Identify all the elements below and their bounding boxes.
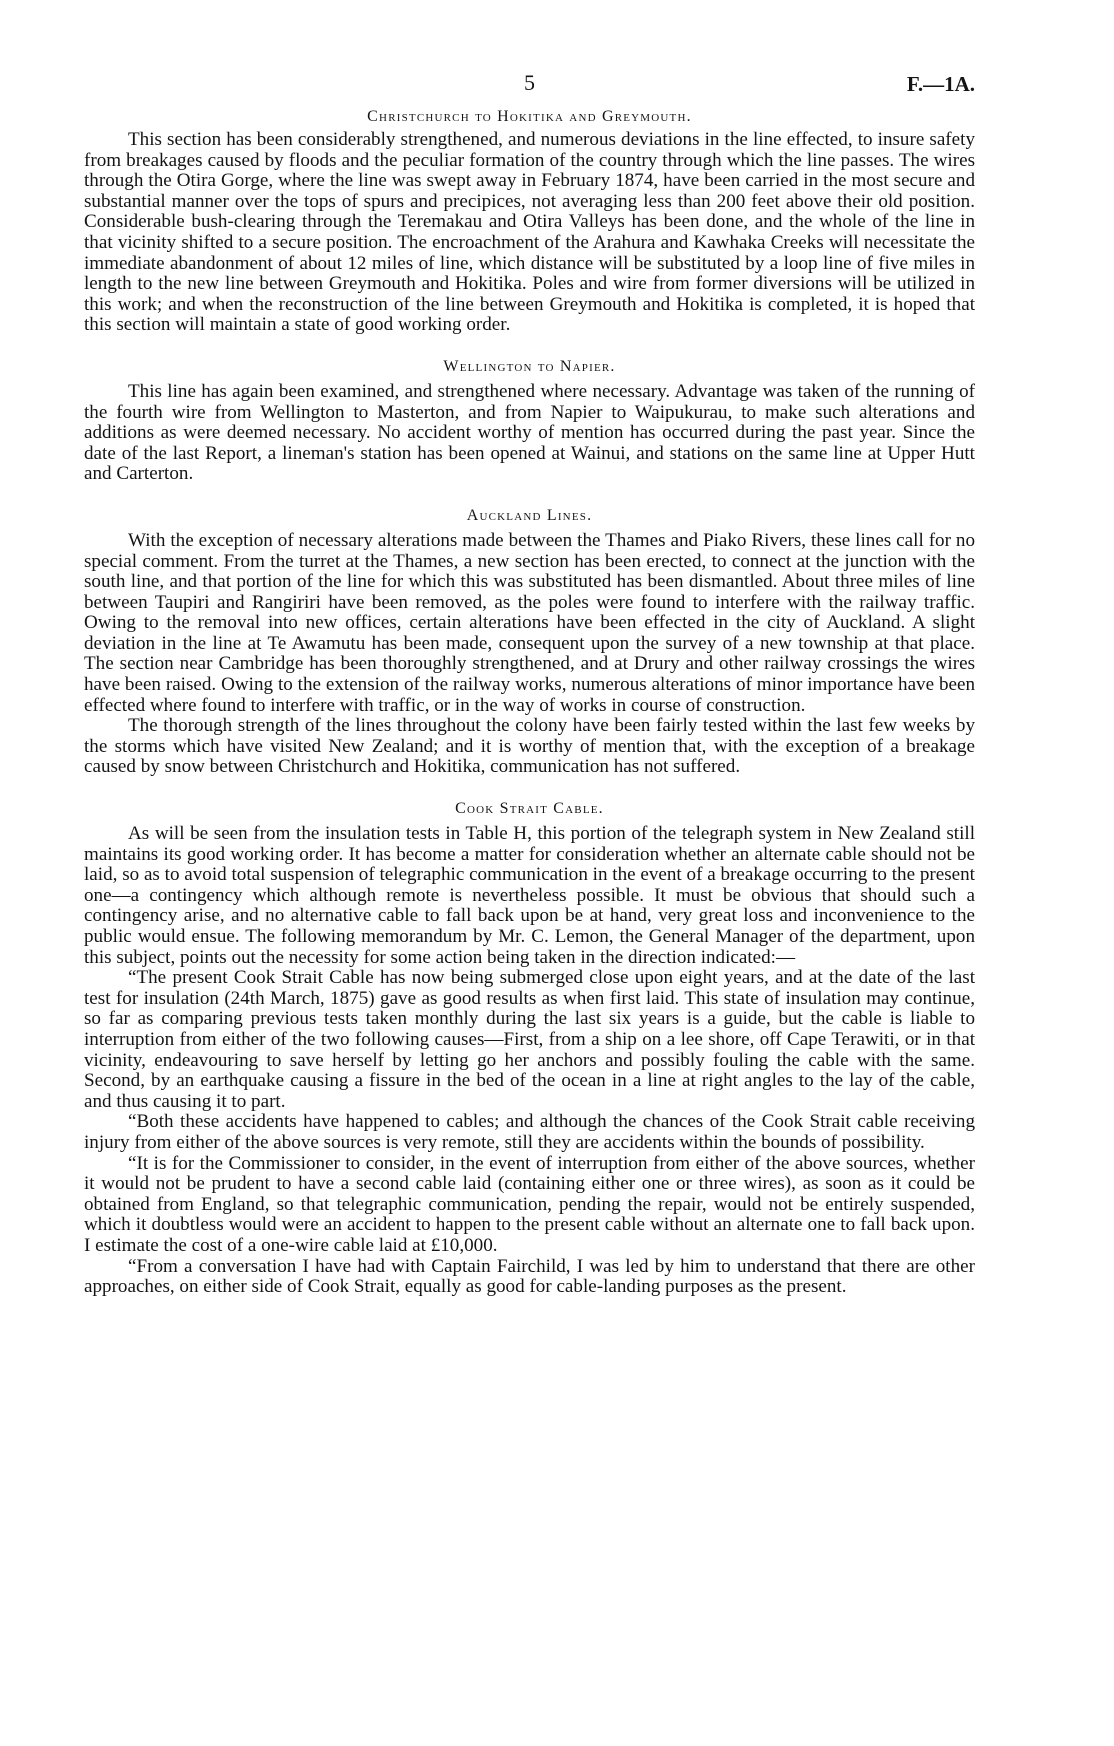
- quoted-paragraph: “It is for the Commissioner to consider, in the event of interruption from either of the above sources, whether it would not be prudent to have a second cable laid (containing either one or three wires), as soon as it could be obtained from England, so that telegraphic communication, pending the repair, would not be entirely suspended, which it doubtless would were an accident to happen to the present cable without an alternate one to fall back upon. I estimate the cost of a one-wire cable laid at £10,000.: [84, 1152, 975, 1256]
- paragraph: As will be seen from the insulation tests in Table H, this portion of the telegraph system in New Zealand still maintains its good working order. It has become a matter for consideration whether an alternate cable should not be laid, so as to avoid total suspension of telegraphic communication in the event of a breakage occurring to the present one—a contingency which although remote is nevertheless possible. It must be obvious that should such a contingency arise, and no alternative cable to fall back upon be at hand, very great loss and inconvenience to the public would ensue. The following memorandum by Mr. C. Lemon, the General Manager of the department, upon this subject, points out the necessity for some action being taken in the direction indicated:—: [84, 823, 975, 968]
- section-heading-christchurch-hokitika: Christchurch to Hokitika and Greymouth.: [367, 108, 692, 125]
- document-reference: F.—1A.: [906, 72, 975, 96]
- paragraph: This line has again been examined, and strengthened where necessary. Advantage was taken of the running of the fourth wire from Wellington to Masterton, and from Napier to Waipukurau, to make such alterations and additions as were deemed necessary. No accident worthy of mention has occurred during the past year. Since the date of the last Report, a lineman's station has been opened at Wainui, and stations on the same line at Upper Hutt and Carterton.: [84, 380, 975, 485]
- quoted-paragraph: “Both these accidents have happened to cables; and although the chances of the Cook Strait cable receiving injury from either of the above sources is very remote, still they are accidents within the bounds of possibility.: [84, 1111, 975, 1153]
- section-heading-cook-strait-cable: Cook Strait Cable.: [455, 800, 604, 818]
- page-header: [84, 70, 975, 100]
- paragraph: This section has been considerably strengthened, and numerous deviations in the line effected, to insure safety from breakages caused by floods and the peculiar formation of the country through which the line passes. The wires through the Otira Gorge, where the line was swept away in February 1874, have been carried in the most secure and substantial manner over the tops of spurs and precipices, not averaging less than 200 feet above their old position. Considerable bush-clearing through the Teremakau and Otira Valleys has been done, and the whole of the line in that vicinity shifted to a secure position. The encroachment of the Arahura and Kawhaka Creeks will necessitate the immediate abandonment of about 12 miles of line, which distance will be substituted by a loop line of five miles in length to the new line between Greymouth and Hokitika. Poles and wire from former diversions will be utilized in this work; and when the reconstruction of the line between Greymouth and Hokitika is completed, it is hoped that this section will maintain a state of good working order.: [84, 129, 975, 336]
- section-heading-wellington-napier: Wellington to Napier.: [443, 357, 616, 375]
- section-heading-auckland-lines: Auckland Lines.: [466, 506, 593, 524]
- page-number: 5: [524, 70, 535, 95]
- quoted-paragraph: “The present Cook Strait Cable has now being submerged close upon eight years, and at the date of the last test for insulation (24th March, 1875) gave as good results as when first laid. This state of insulation may continue, so far as comparing previous tests taken monthly during the last six years is a guide, but the cable is liable to interruption from either of the two following causes—First, from a ship on a lee shore, off Cape Terawiti, or in that vicinity, endeavouring to save herself by letting go her anchors and possibly fouling the cable with the same. Second, by an earthquake causing a fissure in the bed of the ocean in a line at right angles to the lay of the cable, and thus causing it to part.: [84, 967, 975, 1112]
- paragraph: With the exception of necessary alterations made between the Thames and Piako Rivers, these lines call for no special comment. From the turret at the Thames, a new section has been erected, to connect at the junction with the south line, and that portion of the line for which this was substituted has been dismantled. About three miles of line between Taupiri and Rangiriri have been removed, as the poles were found to interfere with the railway traffic. Owing to the removal into new offices, certain alterations have been effected in the city of Auckland. A slight deviation in the line at Te Awamutu has been made, consequent upon the survey of a new township at that place. The section near Cambridge has been thoroughly strengthened, and at Drury and other railway crossings the wires have been raised. Owing to the extension of the railway works, numerous alterations of minor importance have been effected where found to interfere with traffic, or in the way of works in course of construction.: [84, 529, 975, 716]
- paragraph: The thorough strength of the lines throughout the colony have been fairly tested within the last few weeks by the storms which have visited New Zealand; and it is worthy of mention that, with the exception of a breakage caused by snow between Christchurch and Hokitika, communication has not suffered.: [84, 715, 975, 778]
- quoted-paragraph: “From a conversation I have had with Captain Fairchild, I was led by him to understand that there are other approaches, on either side of Cook Strait, equally as good for cable-landing purposes as the present.: [84, 1255, 975, 1298]
- document-page: [84, 70, 975, 1298]
